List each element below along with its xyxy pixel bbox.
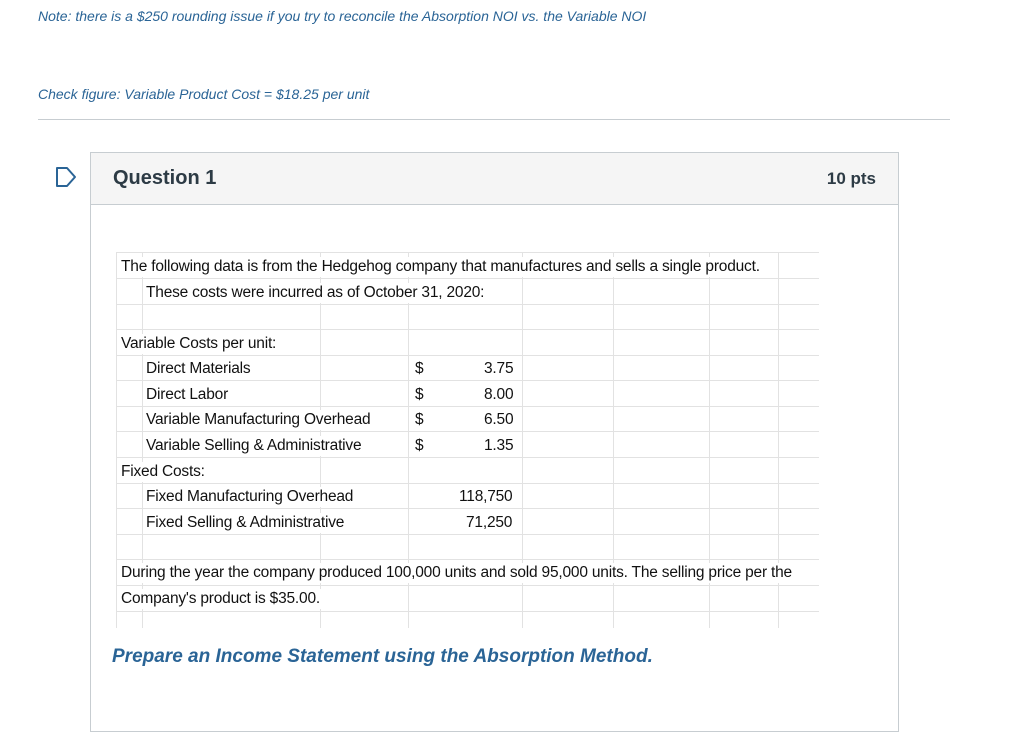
- fixed-costs-header: Fixed Costs:: [121, 463, 205, 480]
- fixed-mfg-overhead-value: 118,750: [459, 488, 513, 505]
- intro-line-1: The following data is from the Hedgehog company that manufactures and sells a single product.: [121, 258, 760, 275]
- production-line-2: Company's product is $35.00.: [121, 590, 320, 607]
- direct-materials-value: 3.75: [484, 360, 514, 377]
- direct-labor-currency: $: [415, 386, 424, 403]
- fixed-selling-admin-value: 71,250: [466, 514, 513, 531]
- variable-selling-admin-label: Variable Selling & Administrative: [146, 437, 362, 454]
- direct-labor-value: 8.00: [484, 386, 514, 403]
- variable-selling-admin-currency: $: [415, 437, 424, 454]
- variable-costs-header: Variable Costs per unit:: [121, 335, 277, 352]
- variable-mfg-overhead-value: 6.50: [484, 411, 514, 428]
- question-prompt: Prepare an Income Statement using the Absorption Method.: [112, 646, 653, 667]
- production-line-1: During the year the company produced 100,000 units and sold 95,000 units. The selling price per the: [121, 564, 792, 581]
- question-points: 10 pts: [826, 169, 876, 188]
- flag-outline-icon[interactable]: [55, 167, 77, 187]
- direct-materials-currency: $: [415, 360, 424, 377]
- fixed-mfg-overhead-label: Fixed Manufacturing Overhead: [146, 488, 354, 505]
- variable-mfg-overhead-currency: $: [415, 411, 424, 428]
- spreadsheet-image: [116, 252, 819, 628]
- fixed-selling-admin-label: Fixed Selling & Administrative: [146, 514, 345, 531]
- variable-mfg-overhead-label: Variable Manufacturing Overhead: [146, 411, 371, 428]
- rounding-note: Note: there is a $250 rounding issue if you try to reconcile the Absorption NOI vs. the Variable NOI: [38, 8, 647, 24]
- variable-selling-admin-value: 1.35: [484, 437, 514, 454]
- question-title: Question 1: [113, 167, 217, 189]
- direct-labor-label: Direct Labor: [146, 386, 229, 403]
- direct-materials-label: Direct Materials: [146, 360, 251, 377]
- question-header: [91, 153, 898, 205]
- divider: [38, 119, 950, 120]
- intro-line-2: These costs were incurred as of October 31, 2020:: [146, 284, 485, 301]
- check-figure-note: Check figure: Variable Product Cost = $18.25 per unit: [38, 86, 370, 102]
